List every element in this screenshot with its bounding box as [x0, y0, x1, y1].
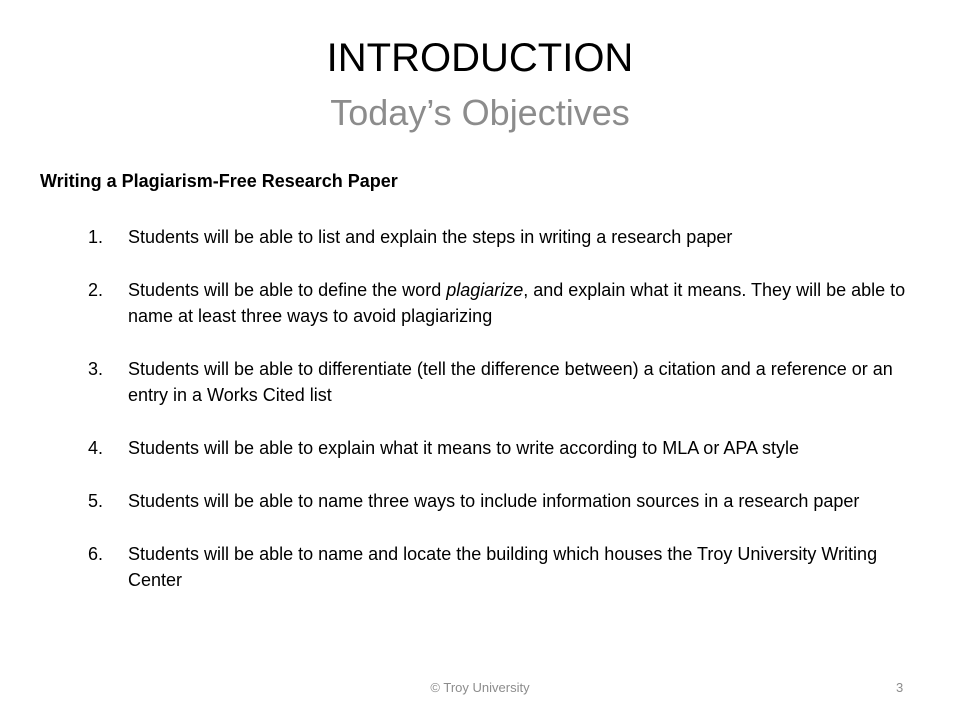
footer-copyright: © Troy University [430, 680, 530, 695]
objective-item [88, 541, 918, 593]
objective-number: 1. [88, 227, 104, 247]
objective-text: Students will be able to name and locate the building which houses the Troy University Writing Center [128, 544, 878, 590]
objective-number: 3. [88, 359, 104, 379]
objective-item [88, 277, 918, 329]
objective-number: 5. [88, 491, 104, 511]
objective-text [128, 280, 905, 326]
slide-title: INTRODUCTION [326, 36, 634, 80]
objective-item [88, 224, 918, 250]
objective-item [88, 435, 918, 461]
objective-number: 2. [88, 280, 104, 300]
objective-item [88, 356, 918, 408]
objective-item [88, 488, 918, 514]
objective-text-part: , and explain what it means. They will be able to name at least three ways to avoid plagiarizing [128, 280, 906, 326]
objectives-list [88, 224, 918, 620]
slide-subtitle: Today’s Objectives [330, 92, 630, 133]
page-number: 3 [896, 680, 904, 695]
objective-text: Students will be able to explain what it means to write according to MLA or APA style [128, 438, 800, 458]
objective-text: Students will be able to name three ways to include information sources in a research paper [128, 491, 860, 511]
objective-number: 6. [88, 544, 104, 564]
emphasized-term: plagiarize [446, 280, 524, 300]
objective-number: 4. [88, 438, 104, 458]
section-heading: Writing a Plagiarism-Free Research Paper [40, 171, 398, 191]
objective-text: Students will be able to differentiate (tell the difference between) a citation and a reference or an entry in a Works Cited list [128, 359, 893, 405]
objective-text: Students will be able to list and explain the steps in writing a research paper [128, 227, 733, 247]
objective-text-part: Students will be able to define the word [128, 280, 447, 300]
